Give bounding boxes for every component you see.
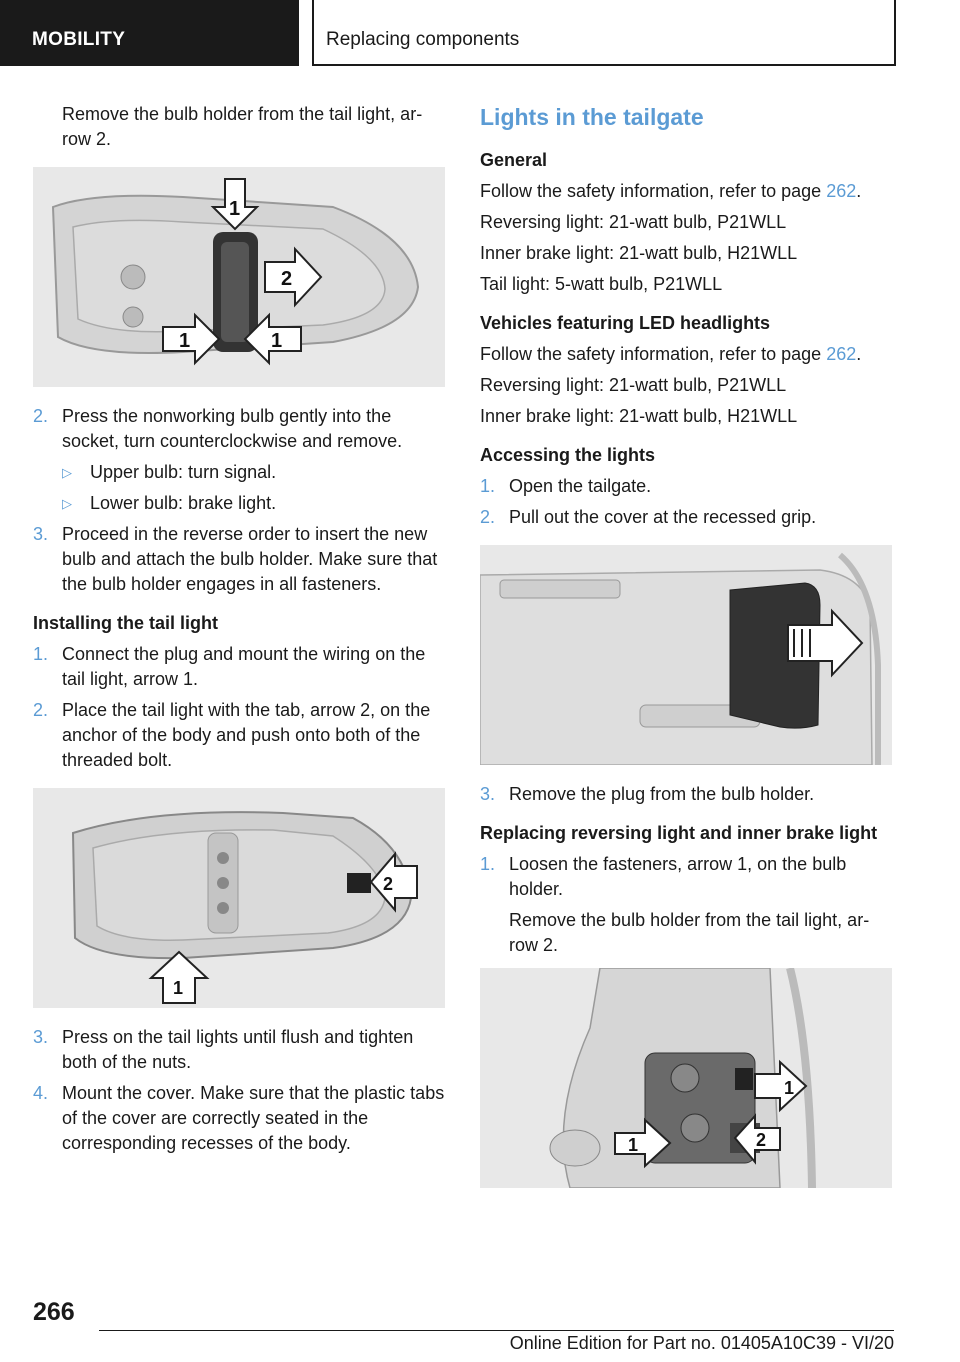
reversing-light-holder-figure bbox=[480, 968, 892, 1188]
general-safety-ref: Follow the safety information, refer to page 262. bbox=[480, 181, 862, 201]
section-title: Lights in the tailgate bbox=[480, 104, 704, 130]
access-steps-2 bbox=[480, 782, 892, 807]
chapter-title: Replacing components bbox=[312, 0, 896, 66]
bullet-item: ▷ Lower bulb: brake light. bbox=[33, 491, 445, 516]
access-steps bbox=[480, 474, 892, 530]
intro-text: Remove the bulb holder from the tail light, arrow 2. bbox=[62, 104, 423, 149]
triangle-bullet-icon: ▷ bbox=[62, 465, 72, 480]
install-steps-2 bbox=[33, 1025, 445, 1156]
led-safety-ref: Follow the safety information, refer to page 262. bbox=[480, 344, 862, 364]
bulb-spec: Reversing light: 21-watt bulb, P21WLL bbox=[480, 375, 787, 395]
fig4-label-2: 2 bbox=[756, 1130, 767, 1150]
footer-divider bbox=[99, 1330, 894, 1331]
install-heading: Installing the tail light bbox=[33, 613, 219, 633]
bulb-spec: Inner brake light: 21-watt bulb, H21WLL bbox=[480, 406, 798, 426]
fig4-label-1b: 1 bbox=[628, 1135, 639, 1155]
list-item: 4. Mount the cover. Make sure that the plastic tabs of the cover are correctly seated in the corresponding recesses of the body. bbox=[33, 1083, 445, 1153]
list-item: 3. Proceed in the reverse order to insert the new bulb and attach the bulb holder. Make sure that the bulb holder engages in all fasteners. bbox=[33, 524, 438, 594]
replace-heading: Replacing reversing light and inner brake light bbox=[480, 823, 878, 843]
bulb-spec: Reversing light: 21-watt bulb, P21WLL bbox=[480, 212, 787, 232]
tailgate-cover-figure bbox=[480, 545, 892, 765]
install-steps bbox=[33, 642, 445, 773]
page-header bbox=[0, 0, 960, 66]
page-link[interactable]: 262 bbox=[826, 181, 857, 201]
list-item: 2. Press the nonworking bulb gently into the socket, turn counterclockwise and remove. bbox=[33, 406, 403, 451]
fig1-label-2: 2 bbox=[281, 268, 293, 290]
fig2-label-1: 1 bbox=[173, 978, 184, 998]
list-item: 3. Remove the plug from the bulb holder. bbox=[480, 784, 815, 804]
section-tab: MOBILITY bbox=[0, 0, 299, 66]
list-item: 1. Open the tailgate. bbox=[480, 476, 652, 496]
triangle-bullet-icon: ▷ bbox=[62, 496, 72, 511]
fig1-label-3: 1 bbox=[179, 330, 191, 352]
fig1-label-1: 1 bbox=[229, 198, 241, 220]
replace-steps bbox=[480, 852, 892, 902]
bulb-spec: Inner brake light: 21-watt bulb, H21WLL bbox=[480, 243, 798, 263]
list-item: 1. Loosen the fasteners, arrow 1, on the bulb holder. bbox=[480, 854, 847, 899]
list-item: 1. Connect the plug and mount the wiring on the tail light, arrow 1. bbox=[33, 644, 426, 689]
tail-light-bulb-holder-figure bbox=[33, 167, 445, 387]
fig4-label-1: 1 bbox=[784, 1078, 795, 1098]
fig2-label-2: 2 bbox=[383, 874, 394, 894]
bulb-spec: Tail light: 5-watt bulb, P21WLL bbox=[480, 274, 723, 294]
list-item: 2. Pull out the cover at the recessed grip. bbox=[480, 507, 817, 527]
list-item: 3. Press on the tail lights until flush and tighten both of the nuts. bbox=[33, 1027, 414, 1072]
access-heading: Accessing the lights bbox=[480, 445, 656, 465]
bullet-item: ▷ Upper bulb: turn signal. bbox=[33, 460, 445, 485]
general-heading: General bbox=[480, 150, 548, 170]
page-link[interactable]: 262 bbox=[826, 344, 857, 364]
removal-steps-2 bbox=[33, 522, 445, 597]
left-column bbox=[33, 102, 445, 1162]
right-column bbox=[480, 102, 892, 1205]
removal-steps bbox=[33, 404, 445, 454]
replace-note: Remove the bulb holder from the tail light, arrow 2. bbox=[509, 910, 870, 955]
list-item: 2. Place the tail light with the tab, arrow 2, on the anchor of the body and push onto both of the threaded bolt. bbox=[33, 700, 431, 770]
led-heading: Vehicles featuring LED headlights bbox=[480, 313, 771, 333]
fig1-label-4: 1 bbox=[271, 330, 283, 352]
tail-light-installed-figure bbox=[33, 788, 445, 1008]
edition-footer: Online Edition for Part no. 01405A10C39 - VI/20 bbox=[509, 1333, 894, 1353]
page-number: 266 bbox=[33, 1298, 75, 1326]
